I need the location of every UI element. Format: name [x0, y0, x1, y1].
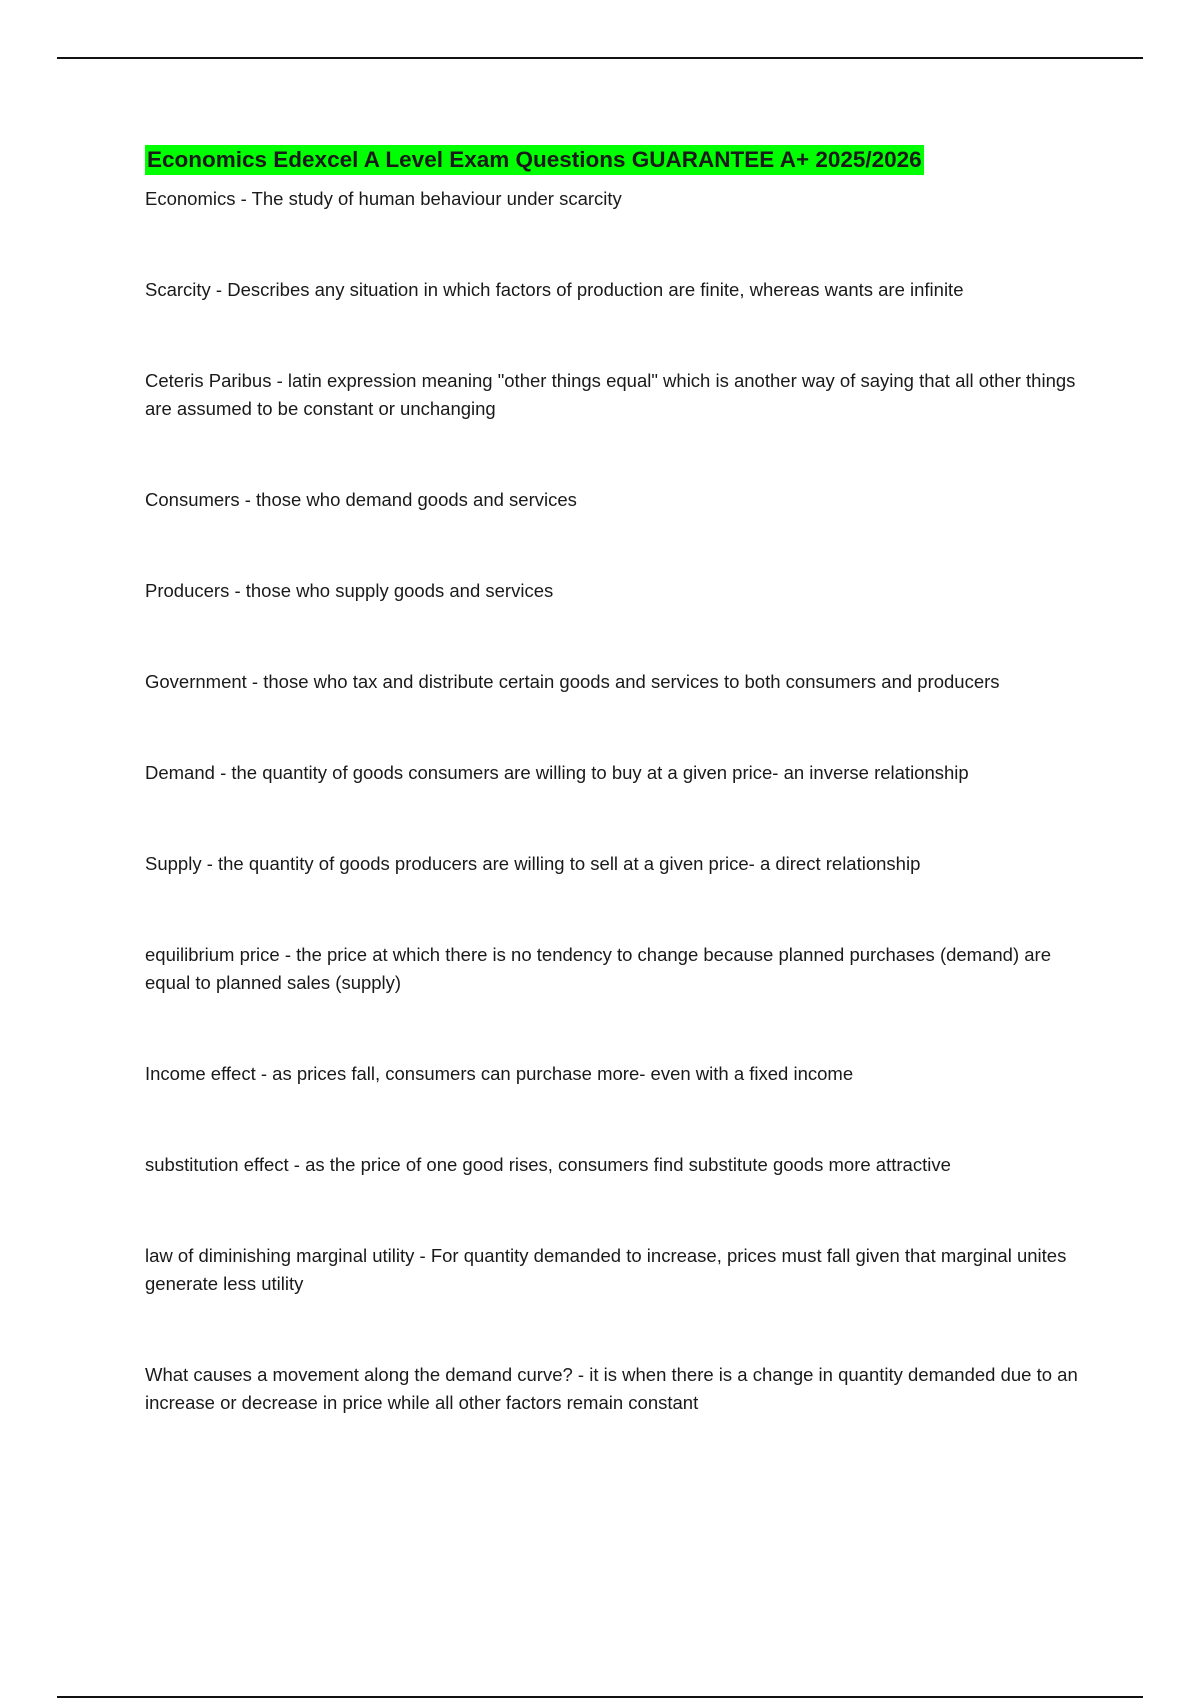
definition-item: Consumers - those who demand goods and services: [145, 489, 577, 510]
definition-item: Producers - those who supply goods and services: [145, 580, 554, 601]
definition-item: law of diminishing marginal utility - For quantity demanded to increase, prices must fall given that marginal unites generate less utility: [145, 1245, 1067, 1294]
definition-item: Demand - the quantity of goods consumers are willing to buy at a given price- an inverse relationship: [145, 762, 969, 783]
definition-item: What causes a movement along the demand curve? - it is when there is a change in quantity demanded due to an increase or decrease in price while all other factors remain constant: [145, 1364, 1078, 1413]
definition-item: Income effect - as prices fall, consumers can purchase more- even with a fixed income: [145, 1063, 854, 1084]
header-rule: [57, 57, 1143, 59]
definition-item: Supply - the quantity of goods producers are willing to sell at a given price- a direct relationship: [145, 853, 921, 874]
definition-list: [145, 185, 1090, 1417]
definition-item: equilibrium price - the price at which there is no tendency to change because planned purchases (demand) are equal to planned sales (supply): [145, 944, 1052, 993]
document-body: [145, 145, 1090, 1480]
definition-item: Ceteris Paribus - latin expression meaning "other things equal" which is another way of saying that all other things are assumed to be constant or unchanging: [145, 370, 1076, 419]
footer-rule: [57, 1696, 1143, 1698]
definition-item: Government - those who tax and distribute certain goods and services to both consumers and producers: [145, 671, 1000, 692]
definition-item: substitution effect - as the price of one good rises, consumers find substitute goods more attractive: [145, 1154, 951, 1175]
definition-item: Scarcity - Describes any situation in which factors of production are finite, whereas wants are infinite: [145, 279, 964, 300]
definition-item: Economics - The study of human behaviour under scarcity: [145, 188, 622, 209]
document-title: Economics Edexcel A Level Exam Questions GUARANTEE A+ 2025/2026: [145, 145, 924, 175]
